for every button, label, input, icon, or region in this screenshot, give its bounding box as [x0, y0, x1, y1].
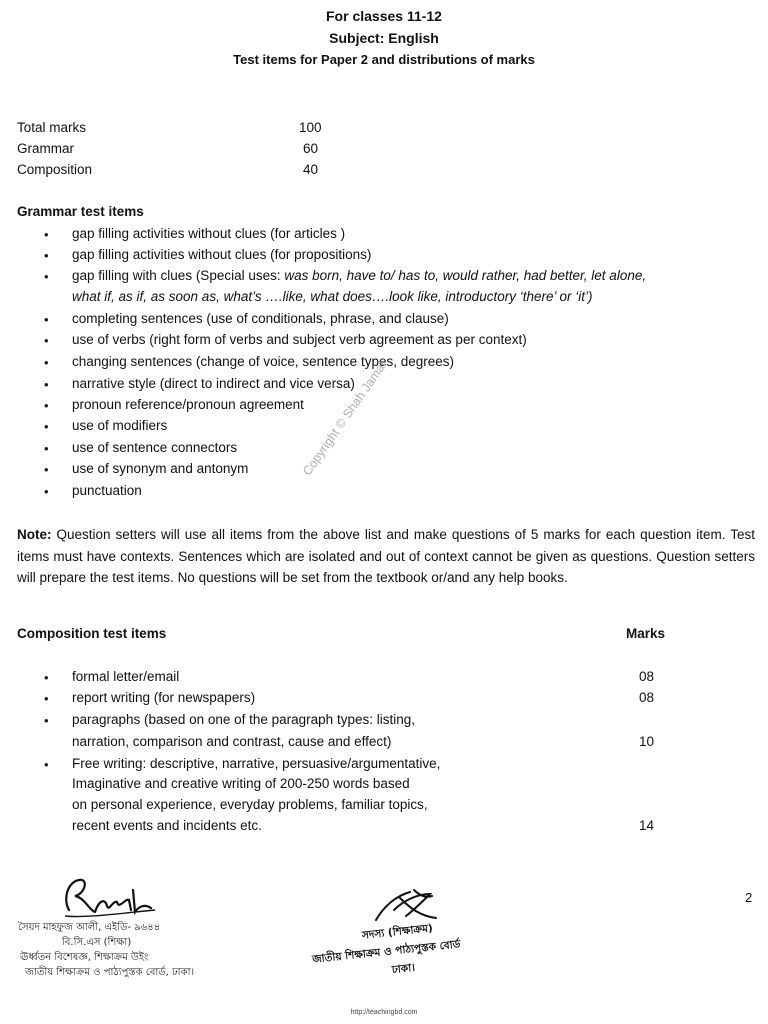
left-signature-line: সৈয়দ মাহফুজ আলী, এইডি- ৯৬৪৪ — [18, 922, 161, 933]
grammar-item: use of synonym and antonym — [72, 461, 249, 476]
bullet-icon: • — [44, 227, 49, 242]
bullet-icon: • — [44, 441, 49, 456]
note-paragraph — [17, 524, 755, 589]
composition-item-marks: 08 — [639, 690, 655, 705]
composition-item-marks: 10 — [639, 734, 655, 749]
grammar-item: pronoun reference/pronoun agreement — [72, 397, 304, 412]
composition-item: Free writing: descriptive, narrative, persuasive/argumentative, — [72, 756, 441, 771]
left-signature-line: ঊর্ধ্বতন বিশেষজ্ঞ, শিক্ষাক্রম উইং — [20, 952, 149, 963]
right-signature-line: সদস্য (শিক্ষাক্রম) — [361, 922, 434, 942]
composition-item-continuation: recent events and incidents etc. — [72, 818, 262, 833]
grammar-item: gap filling activities without clues (for articles ) — [72, 226, 346, 241]
bullet-icon: • — [44, 462, 49, 477]
subject-heading: Subject: English — [329, 30, 439, 46]
bullet-icon: • — [44, 398, 49, 413]
composition-item-marks: 08 — [639, 669, 655, 684]
bullet-icon: • — [44, 419, 49, 434]
grammar-item: use of modifiers — [72, 418, 168, 433]
bullet-icon: • — [44, 757, 49, 772]
bullet-icon: • — [44, 333, 49, 348]
composition-item-continuation: narration, comparison and contrast, cause and effect) — [72, 734, 392, 749]
composition-item-continuation: Imaginative and creative writing of 200-250 words based — [72, 776, 410, 791]
summary-value-grammar: 60 — [303, 141, 319, 156]
grammar-item: use of verbs (right form of verbs and subject verb agreement as per context) — [72, 332, 527, 347]
grammar-heading: Grammar test items — [17, 204, 144, 219]
grammar-item: narrative style (direct to indirect and vice versa) — [72, 376, 355, 391]
bullet-icon: • — [44, 713, 49, 728]
right-signature-line: জাতীয় শিক্ষাক্রম ও পাঠ্যপুস্তক বোর্ড — [311, 938, 462, 966]
right-signature-image — [370, 880, 450, 930]
summary-value-total: 100 — [299, 120, 322, 135]
right-signature-line: ঢাকা। — [391, 961, 416, 977]
bullet-icon: • — [44, 691, 49, 706]
summary-label-composition: Composition — [17, 162, 93, 177]
bullet-icon: • — [44, 248, 49, 263]
grammar-item — [72, 268, 646, 283]
bullet-icon: • — [44, 484, 49, 499]
summary-label-grammar: Grammar — [17, 141, 74, 156]
classes-heading: For classes 11-12 — [326, 8, 442, 24]
footer-url: http://teachingbd.com — [350, 1009, 418, 1016]
grammar-item: changing sentences (change of voice, sentence types, degrees) — [72, 354, 454, 369]
composition-item-marks: 14 — [639, 818, 655, 833]
composition-item-continuation: on personal experience, everyday problems, familiar topics, — [72, 797, 428, 812]
summary-value-composition: 40 — [303, 162, 319, 177]
grammar-item-continuation: what if, as if, as soon as, what’s ….like, what does….look like, introductory ‘there’ or ‘it’) — [72, 289, 593, 304]
page-number: 2 — [745, 890, 753, 905]
composition-item: paragraphs (based on one of the paragraph types: listing, — [72, 712, 415, 727]
grammar-item: use of sentence connectors — [72, 440, 238, 455]
grammar-item: punctuation — [72, 483, 142, 498]
bullet-icon: • — [44, 269, 49, 284]
bullet-icon: • — [44, 355, 49, 370]
copyright-watermark: Copyright © Shah Jamal — [300, 358, 390, 479]
left-signature-line: বি.সি.এস (শিক্ষা) — [62, 937, 132, 948]
composition-item: report writing (for newspapers) — [72, 690, 256, 705]
grammar-item-text: gap filling with clues (Special uses: — [72, 268, 285, 283]
grammar-item: completing sentences (use of conditionals, phrase, and clause) — [72, 311, 449, 326]
note-text: Question setters will use all items from the above list and make questions of 5 marks for each question item. Test items must have contexts. Sentences which are isolated and out of context cannot be given as questions. Question setters will prepare the test items. No questions will be set from the textbook or/and any help books. — [17, 527, 755, 585]
paper-heading: Test items for Paper 2 and distributions of marks — [233, 52, 535, 67]
composition-heading: Composition test items — [17, 626, 167, 641]
composition-item: formal letter/email — [72, 669, 180, 684]
bullet-icon: • — [44, 670, 49, 685]
marks-column-header: Marks — [626, 626, 666, 641]
summary-label-total: Total marks — [17, 120, 87, 135]
grammar-item-italic: was born, have to/ has to, would rather, had better, let alone, — [284, 268, 647, 283]
note-label: Note: — [17, 527, 52, 542]
bullet-icon: • — [44, 312, 49, 327]
bullet-icon: • — [44, 377, 49, 392]
left-signature-line: জাতীয় শিক্ষাক্রম ও পাঠ্যপুস্তক বোর্ড, ঢাকা। — [25, 967, 195, 978]
grammar-item: gap filling activities without clues (for propositions) — [72, 247, 372, 262]
